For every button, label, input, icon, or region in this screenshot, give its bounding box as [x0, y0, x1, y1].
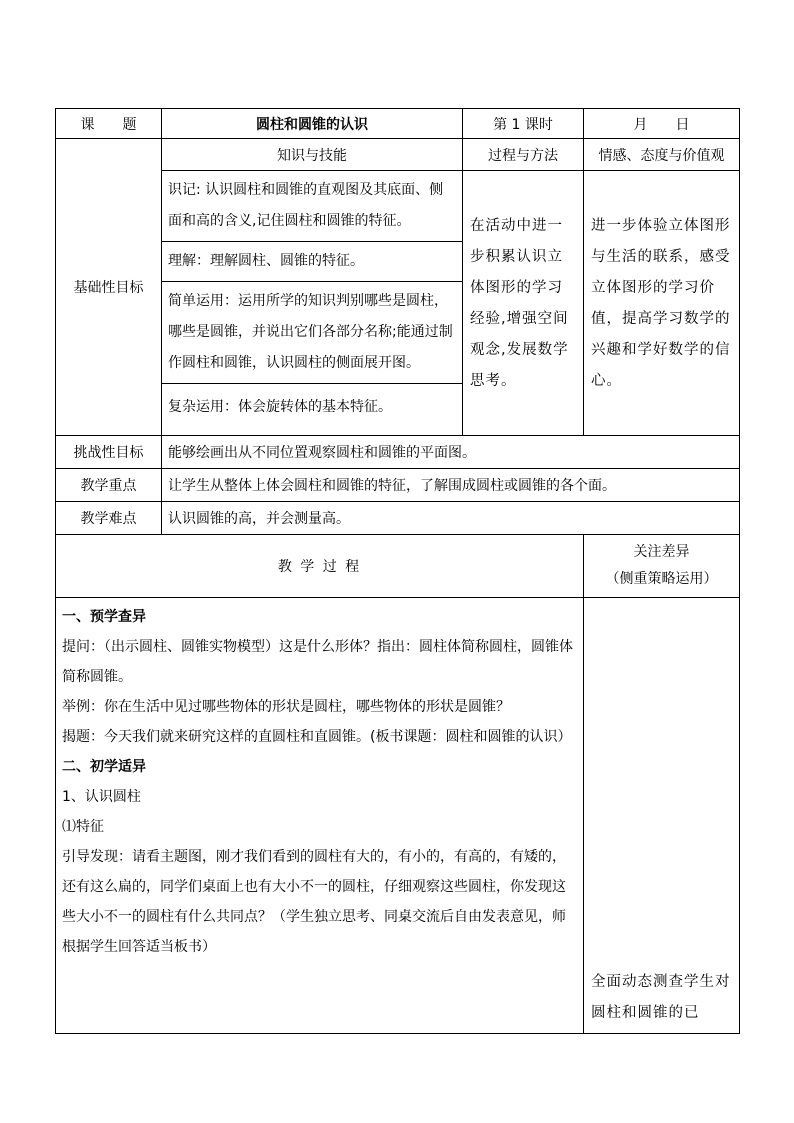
challenge-text: 能够绘画出从不同位置观察圆柱和圆锥的平面图。	[162, 436, 740, 469]
col-knowledge: 知识与技能	[162, 139, 463, 171]
side-title-2: （侧重策略运用）	[605, 571, 718, 587]
knowledge-item: 理解：理解圆柱、圆锥的特征。	[162, 242, 462, 282]
side-note: 全面动态测查学生对圆柱和圆锥的已	[591, 974, 731, 1021]
paragraph-example: 举例：你在生活中见过哪些物体的形状是圆柱，哪些物体的形状是圆锥？	[62, 699, 510, 715]
knowledge-cell	[162, 171, 463, 436]
process-title: 教 学 过 程	[56, 535, 584, 598]
difficulty-label: 教学难点	[56, 502, 162, 535]
challenge-row	[56, 436, 740, 469]
topic-title: 圆柱和圆锥的认识	[162, 109, 463, 139]
basic-goal-label: 基础性目标	[56, 139, 162, 436]
section-preview-heading: 一、预学查异	[62, 609, 146, 625]
process-text: 在活动中进一步积累认识立体图形的学习经验,增强空间观念,发展数学思考。	[470, 218, 569, 389]
lesson-plan-table	[55, 108, 740, 1034]
process-header-row	[56, 535, 740, 598]
side-title-cell	[584, 535, 740, 598]
knowledge-item: 识记: 认识圆柱和圆锥的直观图及其底面、侧面和高的含义,记住圆柱和圆锥的特征。	[162, 171, 462, 242]
key-point-label: 教学重点	[56, 469, 162, 502]
key-point-text: 让学生从整体上体会圆柱和圆锥的特征，了解围成圆柱或圆锥的各个面。	[162, 469, 740, 502]
period: 第 1 课时	[463, 109, 584, 139]
objectives-header-row	[56, 139, 740, 171]
knowledge-item: 复杂运用：体会旋转体的基本特征。	[168, 399, 392, 415]
date: 月 日	[584, 109, 740, 139]
paragraph-topic: 揭题：今天我们就来研究这样的直圆柱和直圆锥。(板书课题：圆柱和圆锥的认识）	[62, 729, 572, 745]
col-emotion: 情感、态度与价值观	[584, 139, 740, 171]
side-title-1: 关注差异	[633, 544, 690, 560]
process-cell	[463, 171, 584, 436]
section-initial-heading: 二、初学适异	[62, 759, 146, 775]
process-body	[56, 598, 584, 1034]
paragraph-guide: 引导发现：请看主题图，刚才我们看到的圆柱有大的，有小的，有高的，有矮的，还有这么扁的，同学们桌面上也有大小不一的圆柱，仔细观察这些圆柱，你发现这些大小不一的圆柱有什么共同点？（学生独立思考、同桌交流后自由发表意见，师根据学生回答适当板书）	[62, 849, 566, 955]
knowledge-item: 简单运用：运用所学的知识判别哪些是圆柱，哪些是圆锥，并说出它们各部分名称;能通过制作圆柱和圆锥，认识圆柱的侧面展开图。	[162, 282, 462, 384]
subheading-cylinder: 1、认识圆柱	[62, 789, 141, 805]
paragraph-question: 提问：（出示圆柱、圆锥实物模型）这是什么形体？指出：圆柱体简称圆柱，圆锥体简称圆锥。	[62, 639, 573, 685]
topic-label: 课 题	[56, 109, 162, 139]
header-row	[56, 109, 740, 139]
col-process: 过程与方法	[463, 139, 584, 171]
side-note-cell	[584, 598, 740, 1034]
key-point-row	[56, 469, 740, 502]
difficulty-text: 认识圆锥的高，并会测量高。	[162, 502, 740, 535]
subheading-features: ⑴特征	[62, 819, 104, 835]
emotion-cell	[584, 171, 740, 436]
process-body-row	[56, 598, 740, 1034]
difficulty-row	[56, 502, 740, 535]
challenge-label: 挑战性目标	[56, 436, 162, 469]
emotion-text: 进一步体验立体图形与生活的联系，感受立体图形的学习价值，提高学习数学的兴趣和学好数学的信心。	[591, 218, 731, 389]
